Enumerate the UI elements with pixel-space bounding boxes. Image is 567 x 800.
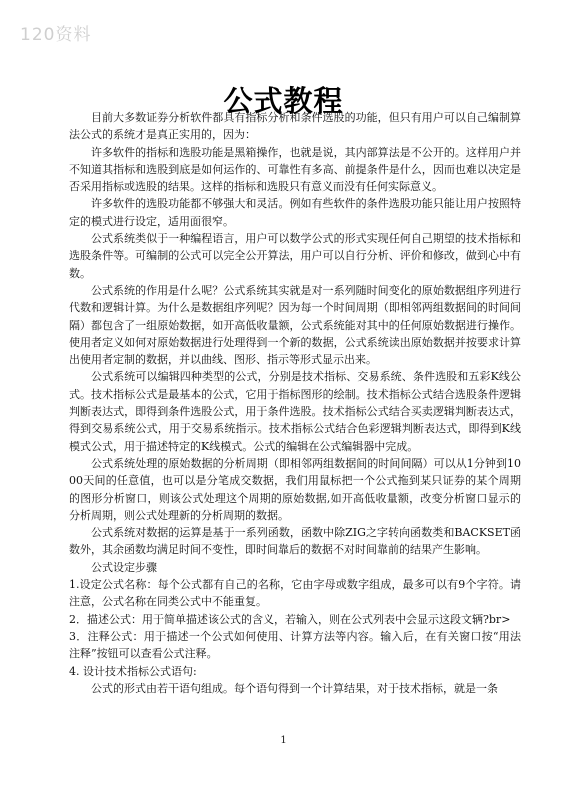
paragraph: 公式系统可以编辑四种类型的公式，分别是技术指标、交易系统、条件选股和五彩K线公式。技术指标公式是最基本的公式，它用于指标图形的绘制。技术指标公式结合选股条件逻辑判断表达式，即得到条件选股公式，用于条件选股。技术指标公式结合买卖逻辑判断表达式，得到交易系统公式，用于交易系统指示。技术指标公式结合色彩逻辑判断表达式，即得到K线模式公式，用于描述特定的K线模式。公式的编辑在公式编辑器中完成。 [69,370,521,453]
paragraph: 公式设定步骤 [91,560,157,574]
paragraph: 公式系统处理的原始数据的分析周期（即相邻两组数据间的时间间隔）可以从1分钟到1000天间的任意值，也可以是分笔成交数据，我们用鼠标把一个公式拖到某只证券的某个周期的图形分析窗口，则该公式处理这个周期的原始数据,如开高低收量额，改变分析窗口显示的分析周期，则公式处理新的分析周期的数据。 [69,456,521,522]
watermark: 120资料 [20,25,92,45]
paragraph: 公式系统的作用是什么呢？公式系统其实就是对一系列随时间变化的原始数据组序列进行代数和逻辑计算。为什么是数据组序列呢？因为每一个时间周期（即相邻两组数据间的时间间隔）都包含了一组原始数据，如开高低收量额，公式系统能对其中的任何原始数据进行操作。使用者定义如何对原始数据进行处理得到一个新的数据，公式系统读出原始数据并按要求计算出使用者定制的数据，并以曲线、图形、指示等形式显示出来。 [69,283,521,367]
paragraph: 目前大多数证券分析软件都具有指标分析和条件选股的功能，但只有用户可以自己编制算法公式的系统才是真正实用的，因为： [69,111,521,142]
paragraph: 公式系统类似于一种编程语言，用户可以数学公式的形式实现任何自己期望的技术指标和选股条件等。可编制的公式可以完全公开算法，用户可以自行分析、评价和修改，做到心中有数。 [69,232,521,280]
page-number: 1 [280,735,287,746]
document-body [69,109,521,697]
paragraph: 2．描述公式：用于简单描述该公式的含义，若输入，则在公式列表中会显示这段文辆?br> [69,612,511,626]
paragraph: 3．注释公式：用于描述一个公式如何使用、计算方法等内容。输入后，在有关窗口按“用法注释”按钮可以查看公式注释。 [69,629,521,661]
paragraph: 4. 设计技术指标公式语句: [69,664,197,678]
paragraph: 公式系统对数据的运算是基于一系列函数，函数中除ZIG之字转向函数类和BACKSET函数外，其余函数均满足时间不变性，即时间靠后的数据不对时间靠前的结果产生影响。 [69,526,521,557]
paragraph: 公式的形式由若干语句组成。每个语句得到一个计算结果，对于技术指标，就是一条 [91,681,498,695]
paragraph: 许多软件的指标和选股功能是黑箱操作，也就是说，其内部算法是不公开的。这样用户并不知道其指标和选股到底是如何运作的、可靠性有多高、前提条件是什么，因而也难以决定是否采用指标或选股的结果。这样的指标和选股只有意义而没有任何实际意义。 [69,145,521,194]
page-title: 公式教程 [223,84,344,118]
paragraph: 许多软件的选股功能都不够强大和灵活。例如有些软件的条件选股功能只能让用户按照特定的模式进行设定，适用面很窄。 [69,197,521,228]
paragraph: 1.设定公式名称：每个公式都有自己的名称，它由字母或数字组成，最多可以有9个字符。请注意，公式名称在同类公式中不能重复。 [69,578,521,609]
